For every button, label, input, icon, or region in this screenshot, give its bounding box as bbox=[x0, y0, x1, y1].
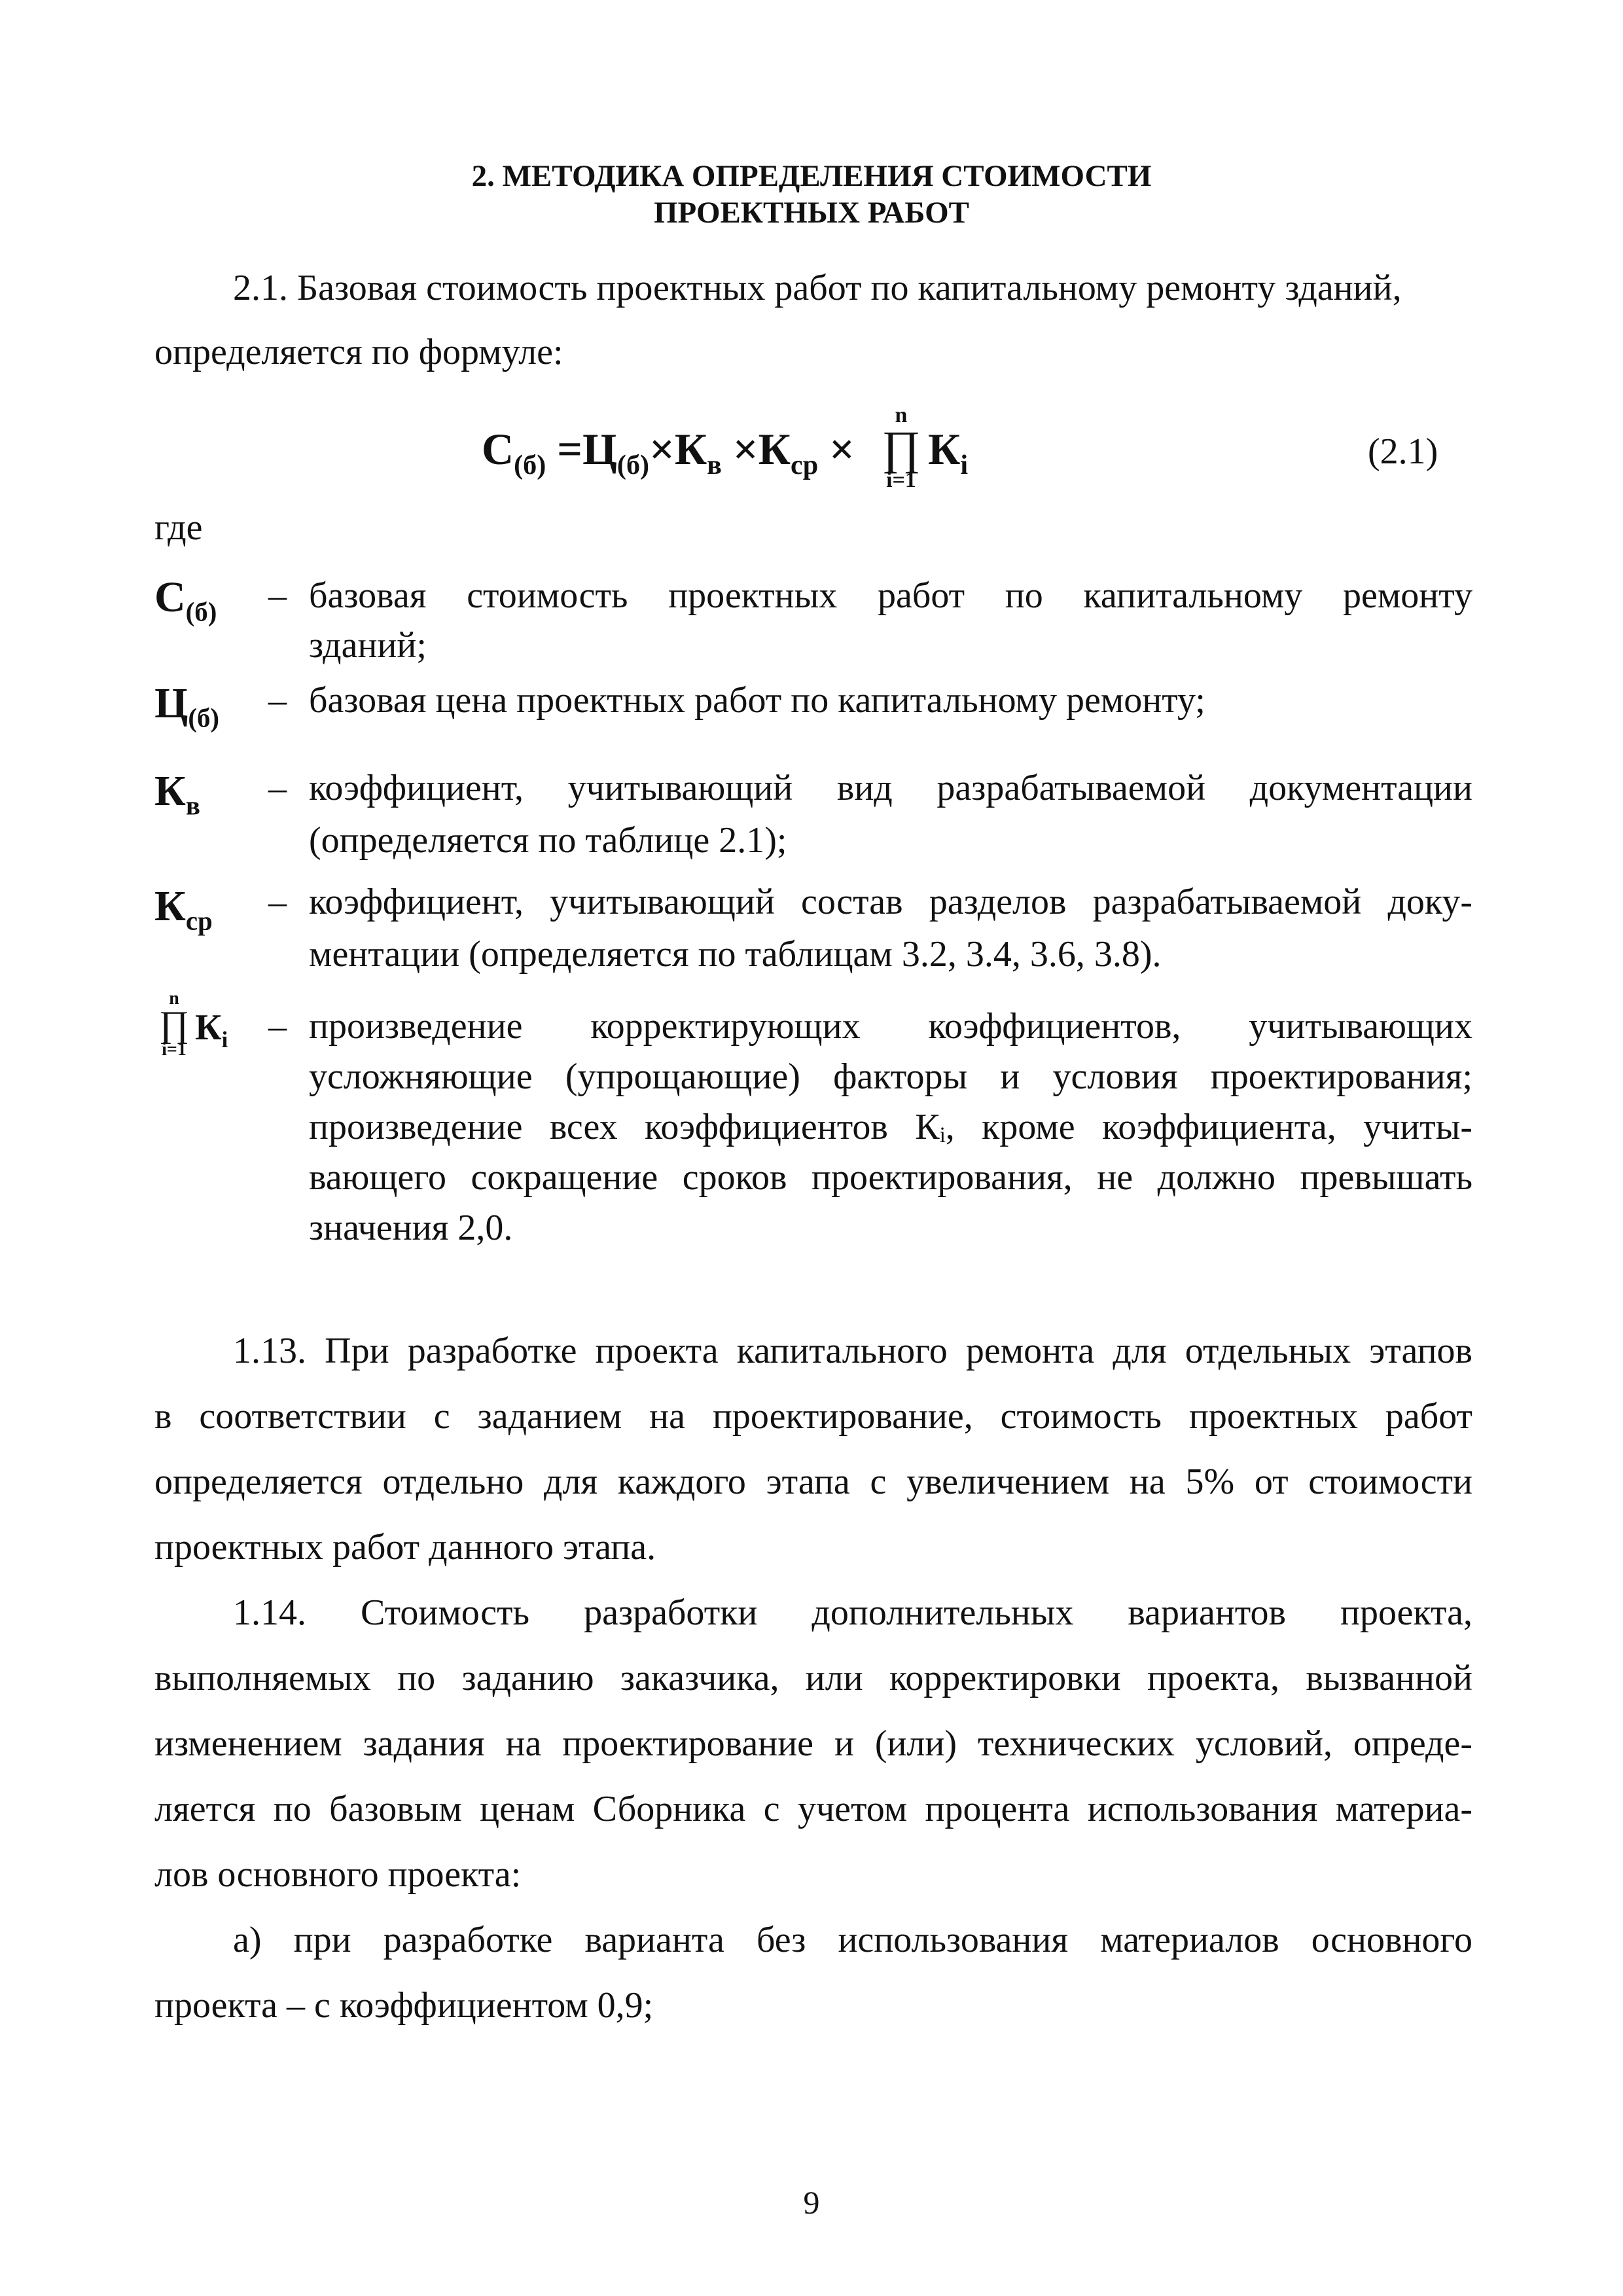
section-title-line2: ПРОЕКТНЫХ РАБОТ bbox=[653, 196, 970, 230]
section-title-line1: 2. МЕТОДИКА ОПРЕДЕЛЕНИЯ СТОИМОСТИ bbox=[471, 159, 1152, 193]
dash: – bbox=[268, 882, 287, 922]
paragraph-2-1-line2: определяется по формуле: bbox=[154, 332, 563, 372]
dash: – bbox=[268, 680, 287, 721]
definition-line: вающего сокращение сроков проектирования, не должно превышать bbox=[309, 1157, 1472, 1198]
paragraph-line: проекта – с коэффициентом 0,9; bbox=[154, 1985, 654, 2026]
paragraph-line: 1.14. Стоимость разработки дополнительных вариантов проекта, bbox=[233, 1592, 1472, 1633]
paragraph-line: определяется отдельно для каждого этапа с увеличением на 5% от стоимости bbox=[154, 1462, 1472, 1502]
definition-line: коэффициент, учитывающий вид разрабатываемой документации bbox=[309, 768, 1472, 808]
symbol-ts-b: $Ц_{(б)}$ bbox=[154, 679, 220, 733]
symbol-product-operator: n ∏ i=1 bbox=[158, 988, 190, 1060]
symbol-ki: $К_i$ bbox=[195, 1007, 228, 1053]
symbol-ksr: $К_{ср}$ bbox=[154, 882, 213, 936]
page-number: 9 bbox=[803, 2184, 820, 2221]
paragraph-line: изменением задания на проектирование и (или) технических условий, опреде- bbox=[154, 1723, 1472, 1764]
symbol-kv: $К_в$ bbox=[154, 767, 200, 821]
paragraph-line: выполняемых по заданию заказчика, или корректировки проекта, вызванной bbox=[154, 1658, 1472, 1698]
dash: – bbox=[268, 1006, 287, 1047]
paragraph-line: лов основного проекта: bbox=[154, 1854, 522, 1895]
where-label: где bbox=[154, 507, 203, 548]
dash: – bbox=[268, 575, 287, 616]
definition-line: коэффициент, учитывающий состав разделов разрабатываемой доку- bbox=[309, 882, 1472, 922]
definition-line: значения 2,0. bbox=[309, 1208, 513, 1248]
definition-line: базовая цена проектных работ по капитальному ремонту; bbox=[309, 680, 1205, 721]
definition-line: ментации (определяется по таблицам 3.2, 3.4, 3.6, 3.8). bbox=[309, 934, 1162, 975]
paragraph-line: 1.13. При разработке проекта капитального ремонта для отдельных этапов bbox=[233, 1331, 1472, 1371]
paragraph-line: ляется по базовым ценам Сборника с учетом процента использования материа- bbox=[154, 1789, 1472, 1829]
definition-line: произведение корректирующих коэффициентов, учитывающих bbox=[309, 1006, 1472, 1047]
formula-ki: $К_i$ bbox=[928, 424, 969, 480]
definition-line: произведение всех коэффициентов Кᵢ, кроме коэффициента, учиты- bbox=[309, 1107, 1472, 1147]
paragraph-line: а) при разработке варианта без использования материалов основного bbox=[233, 1920, 1472, 1960]
formula-number: (2.1) bbox=[1368, 431, 1438, 472]
definition-line: усложняющие (упрощающие) факторы и условия проектирования; bbox=[309, 1056, 1472, 1097]
product-operator: n ∏ i=1 bbox=[882, 403, 921, 492]
paragraph-2-1-line1: 2.1. Базовая стоимость проектных работ по капитальному ремонту зданий, bbox=[233, 268, 1402, 308]
dash: – bbox=[268, 768, 287, 808]
definition-line: базовая стоимость проектных работ по капитальному ремонту bbox=[309, 575, 1472, 616]
formula-expression: $С_{(б)} =Ц_{(б)}\times К_в \times К_{ср}$ × bbox=[482, 424, 855, 480]
paragraph-line: проектных работ данного этапа. bbox=[154, 1527, 656, 1568]
symbol-c-b: $С_{(б)}$ bbox=[154, 573, 217, 627]
definition-line: (определяется по таблице 2.1); bbox=[309, 820, 787, 861]
definition-line: зданий; bbox=[309, 625, 427, 666]
paragraph-line: в соответствии с заданием на проектирование, стоимость проектных работ bbox=[154, 1396, 1472, 1437]
